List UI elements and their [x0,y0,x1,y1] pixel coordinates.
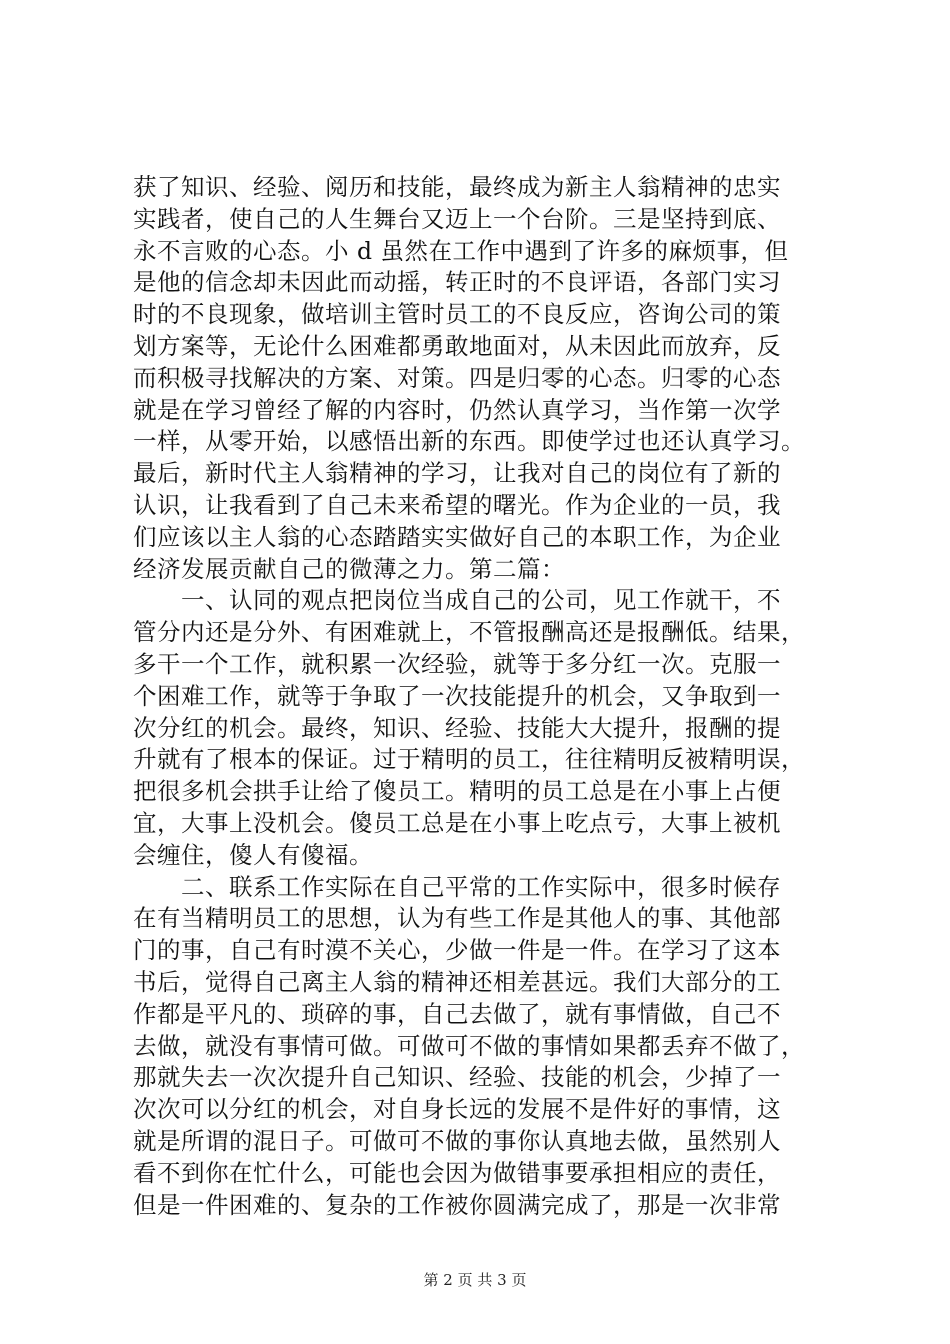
text-line: 门的事，自己有时漠不关心，少做一件是一件。在学习了这本 [133,936,781,965]
text-line: 次次可以分红的机会，对自身长远的发展不是件好的事情，这 [133,1095,781,1124]
text-line: 个困难工作，就等于争取了一次技能提升的机会，又争取到一 [133,681,781,710]
text-line: 去做，就没有事情可做。可做可不做的事情如果都丢弃不做了， [133,1031,805,1060]
text-line: 经济发展贡献自己的微薄之力。第二篇： [133,554,565,583]
text-line: 管分内还是分外、有困难就上，不管报酬高还是报酬低。结果， [133,618,805,647]
text-line: 认识，让我看到了自己未来希望的曙光。作为企业的一员，我 [133,490,781,519]
text-line: 二、联系工作实际在自己平常的工作实际中，很多时候存 [133,872,781,901]
text-line: 但是一件困难的、复杂的工作被你圆满完成了，那是一次非常 [133,1190,781,1219]
page-number: 第 2 页 共 3 页 [423,1271,527,1289]
text-line: 升就有了根本的保证。过于精明的员工，往往精明反被精明误， [133,745,805,774]
text-line: 是他的信念却未因此而动摇，转正时的不良评语，各部门实习 [133,268,781,297]
text-line: 看不到你在忙什么，可能也会因为做错事要承担相应的责任， [133,1158,781,1187]
page-footer [0,1270,950,1290]
text-line: 时的不良现象，做培训主管时员工的不良反应，咨询公司的策 [133,300,781,329]
text-line: 会缠住，傻人有傻福。 [133,840,373,869]
text-line: 就是在学习曾经了解的内容时，仍然认真学习，当作第一次学 [133,395,781,424]
text-line: 把很多机会拱手让给了傻员工。精明的员工总是在小事上占便 [133,777,781,806]
text-line: 书后，觉得自己离主人翁的精神还相差甚远。我们大部分的工 [133,967,781,996]
text-line: 最后，新时代主人翁精神的学习，让我对自己的岗位有了新的 [133,459,781,488]
text-line: 永不言败的心态。小 d 虽然在工作中遇到了许多的麻烦事，但 [133,236,789,265]
text-line: 就是所谓的混日子。可做可不做的事你认真地去做，虽然别人 [133,1126,781,1155]
text-line: 作都是平凡的、琐碎的事，自己去做了，就有事情做，自己不 [133,999,781,1028]
text-line: 多干一个工作，就积累一次经验，就等于多分红一次。克服一 [133,649,781,678]
text-line: 一、认同的观点把岗位当成自己的公司，见工作就干，不 [133,586,781,615]
text-line: 次分红的机会。最终，知识、经验、技能大大提升，报酬的提 [133,713,781,742]
text-line: 那就失去一次次提升自己知识、经验、技能的机会，少掉了一 [133,1063,781,1092]
text-line: 实践者，使自己的人生舞台又迈上一个台阶。三是坚持到底、 [133,204,781,233]
text-line: 划方案等，无论什么困难都勇敢地面对，从未因此而放弃，反 [133,331,781,360]
text-line: 在有当精明员工的思想，认为有些工作是其他人的事、其他部 [133,904,781,933]
text-line: 们应该以主人翁的心态踏踏实实做好自己的本职工作，为企业 [133,522,781,551]
body-text [133,172,833,1221]
text-line: 宜，大事上没机会。傻员工总是在小事上吃点亏，大事上被机 [133,808,781,837]
text-line: 而积极寻找解决的方案、对策。四是归零的心态。归零的心态 [133,363,781,392]
text-line: 获了知识、经验、阅历和技能，最终成为新主人翁精神的忠实 [133,173,781,201]
text-line: 一样，从零开始，以感悟出新的东西。即使学过也还认真学习。 [133,427,805,456]
